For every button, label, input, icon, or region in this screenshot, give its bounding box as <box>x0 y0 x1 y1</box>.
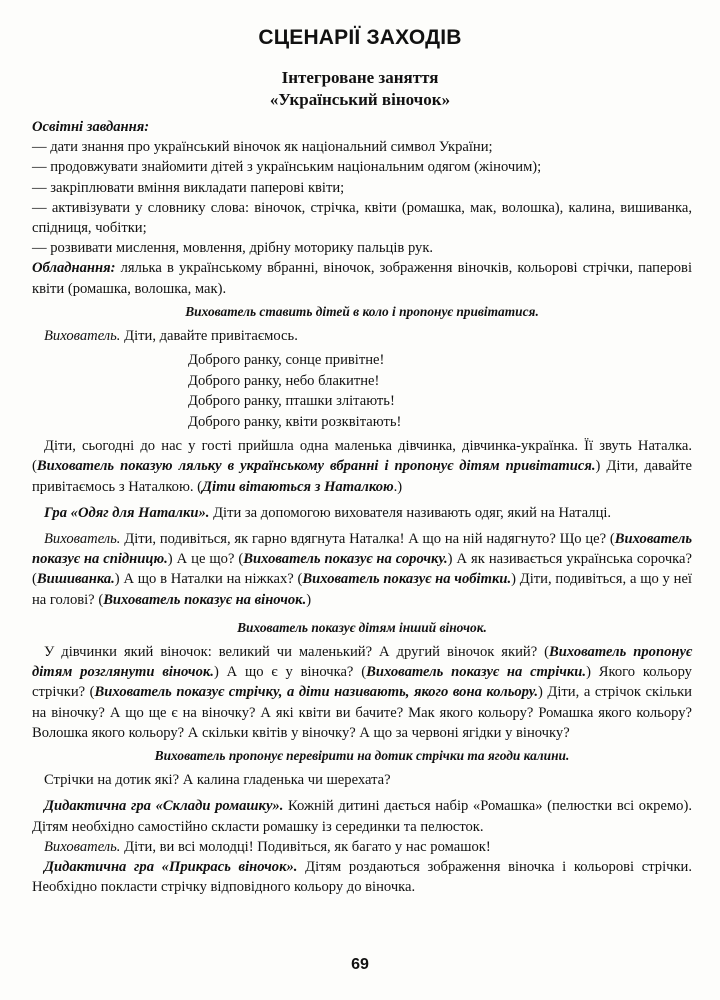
intro-remark: Вихователь показую ляльку в українському вбранні і пропонує дітям привітатися. <box>36 458 596 475</box>
task-item: — дати знання про український віночок як національний символ України; <box>32 139 493 156</box>
stage-direction: Вихователь показує дітям інший віночок. <box>237 619 487 635</box>
greeting-text: Діти, давайте привітаємось. <box>120 328 298 345</box>
dialog-remark: Вихователь показує на спідницю. <box>32 531 692 568</box>
game1-label: Гра «Одяг для Наталки». <box>44 504 210 521</box>
game1-text: Діти за допомогою вихователя називають одяг, який на Наталці. <box>209 504 612 521</box>
dialog-text: Діти, подивіться, як гарно вдягнута Наталка! А що на ній надягнуто? Що це? ( <box>120 531 615 548</box>
intro-text: ) Діти, давайте привітаємось з Наталкою. ( <box>32 458 692 495</box>
dialog-remark: Вихователь показує на сорочку. <box>243 551 448 568</box>
game2-text: Кожній дитині дається набір «Ромашка» (пелюстки всі окремо). Дітям необхідно самостійно скласти ромашку із серединки та пелюсток. <box>32 798 692 835</box>
dialog1-paragraph <box>32 529 692 610</box>
dialog-remark: Вихователь показує на чобітки. <box>302 571 512 588</box>
dialog2-paragraph <box>32 642 692 743</box>
task-item: — закріплювати вміння викладати паперові квіти; <box>32 179 345 196</box>
tasks-heading: Освітні завдання: <box>32 119 150 135</box>
lesson-title-line2: «Український віночок» <box>269 90 451 109</box>
lesson-title-line1: Інтегроване заняття <box>281 68 439 87</box>
dialog-text: ) А це що? ( <box>167 551 244 568</box>
equipment-paragraph <box>32 258 692 298</box>
intro-text: .) <box>393 478 403 495</box>
poem-line: Доброго ранку, квіти розквітають! <box>188 413 402 430</box>
dialog-remark: Вихователь показує стрічку, а діти називають, якого вона кольору. <box>94 684 538 701</box>
poem-line: Доброго ранку, пташки злітають! <box>188 393 395 410</box>
equipment-text: лялька в українському вбранні, віночок, зображення віночків, кольорові стрічки, паперові квіти (ромашка, волошка, мак). <box>32 260 692 297</box>
dialog-text: ) А як називається українська сорочка? ( <box>32 551 692 588</box>
poem-line: Доброго ранку, сонце привітне! <box>188 352 385 369</box>
intro-paragraph <box>32 436 692 497</box>
game2-paragraph <box>32 796 692 836</box>
touch-paragraph: Стрічки на дотик які? А калина гладенька чи шерехата? <box>44 772 391 789</box>
speaker-label: Вихователь. <box>44 328 121 345</box>
game1-paragraph <box>32 503 692 523</box>
dialog-remark: Вихователь показує на віночок. <box>103 591 307 608</box>
page-title: СЦЕНАРІЇ ЗАХОДІВ <box>258 26 462 49</box>
stage-direction: Вихователь пропонує перевірити на дотик стрічки та ягоди калини. <box>154 748 570 764</box>
intro-remark: Діти вітаються з Наталкою <box>202 478 394 495</box>
dialog-text: ) Діти, подивіться, а що у неї на голові? ( <box>32 571 692 608</box>
dialog-text: ) <box>306 591 312 608</box>
task-item: — розвивати мислення, мовлення, дрібну моторику пальців рук. <box>32 240 434 257</box>
page-number: 69 <box>351 956 369 973</box>
speaker-label: Вихователь. <box>44 531 121 548</box>
dialog-remark: Вихователь показує на стрічки. <box>366 664 587 681</box>
dialog-text: ) Якого кольору стрічки? ( <box>32 664 692 701</box>
task-item: — активізувати у словнику слова: віночок, стрічка, квіти (ромашка, мак, волошка), калина, вишиванка, спідниця, чобітки; <box>32 199 692 237</box>
dialog-text: У дівчинки який віночок: великий чи маленький? А другий віночок який? ( <box>44 644 550 661</box>
praise-paragraph <box>32 837 692 857</box>
speaker-label: Вихователь. <box>44 838 121 855</box>
game2-label: Дидактична гра «Склади ромашку». <box>44 798 284 815</box>
intro-text: Діти, сьогодні до нас у гості прийшла одна маленька дівчинка, дівчинка-українка. Її звуть Наталка. ( <box>32 438 692 475</box>
dialog-text: ) А що є у віночка? ( <box>213 664 367 681</box>
stage-direction: Вихователь ставить дітей в коло і пропонує привітатися. <box>185 303 539 319</box>
game3-paragraph <box>32 857 692 897</box>
greeting-paragraph <box>32 326 692 346</box>
dialog-remark: Вихователь пропонує дітям розглянути віночок. <box>32 644 693 681</box>
praise-text: Діти, ви всі молодці! Подивіться, як багато у нас ромашок! <box>120 838 491 855</box>
dialog-text: ) Діти, а стрічок скільки на віночку? А що ще є на віночку? А які квіти ви бачите? Мак якого кольору? Ромашка якого кольору? Волошка якого кольору? А скільки квітів у віночку? А що за червоні ягідки у віночку? <box>32 684 692 741</box>
dialog-text: ) А що в Наталки на ніжках? ( <box>114 571 303 588</box>
dialog-remark: Вишиванка. <box>36 571 115 588</box>
poem <box>188 350 692 432</box>
poem-line: Доброго ранку, небо блакитне! <box>188 372 380 389</box>
page-content <box>32 117 692 898</box>
task-item: — продовжувати знайомити дітей з українським національним одягом (жіночим); <box>32 159 542 176</box>
equipment-label: Обладнання: <box>32 260 116 277</box>
game3-label: Дидактична гра «Прикрась віночок». <box>44 859 298 876</box>
game3-text: Дітям роздаються зображення віночка і кольорові стрічки. Необхідно покласти стрічку відповідного кольору до віночка. <box>32 859 693 896</box>
lesson-title <box>0 67 720 111</box>
